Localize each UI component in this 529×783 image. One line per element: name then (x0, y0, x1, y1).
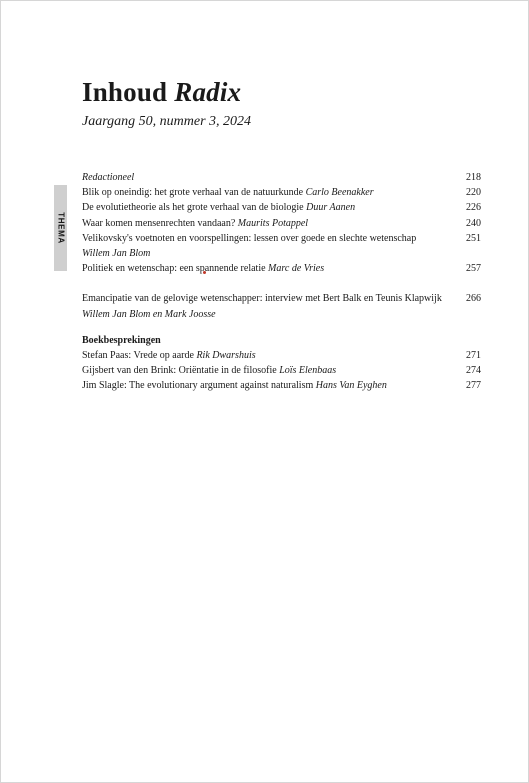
toc-entry-author: Carlo Beenakker (305, 187, 374, 199)
thema-tab (54, 185, 67, 271)
toc-entry[interactable] (82, 216, 481, 231)
title-main: Inhoud (82, 77, 168, 107)
toc-entry-author: Willem Jan Blom (82, 248, 151, 260)
toc-entry-interview[interactable] (82, 291, 481, 321)
spacer (82, 276, 481, 291)
toc-entry-title: Gijsbert van den Brink: Oriëntatie in de filosofie (82, 365, 277, 377)
toc-entry-author: Maurits Potappel (237, 217, 309, 229)
toc-page-number: 266 (466, 293, 481, 305)
section-heading-row (82, 333, 481, 348)
toc-entry-title: Politiek en wetenschap: een spannende relatie (82, 263, 266, 275)
toc-entry-title: De evolutietheorie als het grote verhaal van de biologie (82, 202, 304, 214)
toc-entry-author: Duur Aanen (306, 202, 356, 214)
toc-page-number: 218 (466, 172, 481, 183)
toc-entry[interactable] (82, 261, 481, 276)
table-of-contents (82, 170, 481, 394)
toc-page-number: 274 (466, 365, 481, 377)
section-heading-boekbesprekingen: Boekbesprekingen (82, 334, 161, 346)
page-subtitle: Jaargang 50, nummer 3, 2024 (82, 114, 252, 129)
toc-page-number: 226 (466, 202, 481, 214)
toc-page-number: 257 (466, 263, 481, 275)
toc-entry-title: Waar komen mensenrechten vandaan? (82, 217, 236, 229)
toc-page-number: 271 (466, 350, 481, 362)
toc-entry-author: Willem Jan Blom en Mark Joosse (82, 308, 216, 320)
thema-tab-label: THEMA (56, 212, 65, 244)
spacer (82, 322, 481, 333)
toc-entry-title: Redactioneel (82, 172, 135, 183)
page-title (82, 77, 241, 108)
toc-entry-title: Blik op oneindig: het grote verhaal van de natuurkunde (82, 187, 304, 199)
toc-page-number: 240 (466, 217, 481, 229)
toc-entry-author: Marc de Vries (268, 263, 325, 275)
toc-entry[interactable] (82, 231, 481, 261)
toc-entry-title: Jim Slagle: The evolutionary argument against naturalism (82, 380, 314, 392)
toc-page-number: 277 (466, 380, 481, 392)
toc-page-number: 220 (466, 187, 481, 199)
toc-entry[interactable] (82, 200, 481, 215)
toc-entry[interactable] (82, 363, 481, 378)
title-italic: Radix (174, 77, 242, 107)
toc-entry-title: Emancipatie van de gelovige wetenschapper: interview met Bert Balk en Teunis Klapwijk (82, 293, 442, 305)
toc-entry-author: Rik Dwarshuis (196, 350, 256, 362)
toc-entry[interactable] (82, 378, 481, 393)
toc-entry-redactioneel[interactable] (82, 170, 481, 185)
toc-entry-author: Hans Van Eyghen (315, 380, 387, 392)
toc-entry-title: Velikovsky's voetnoten en voorspellingen: lessen over goede en slechte wetenschap (82, 232, 417, 244)
toc-entry[interactable] (82, 185, 481, 200)
toc-page-number: 251 (466, 232, 481, 244)
toc-entry-title: Stefan Paas: Vrede op aarde (82, 350, 194, 362)
toc-entry[interactable] (82, 348, 481, 363)
toc-entry-author: Loïs Elenbaas (279, 365, 337, 377)
